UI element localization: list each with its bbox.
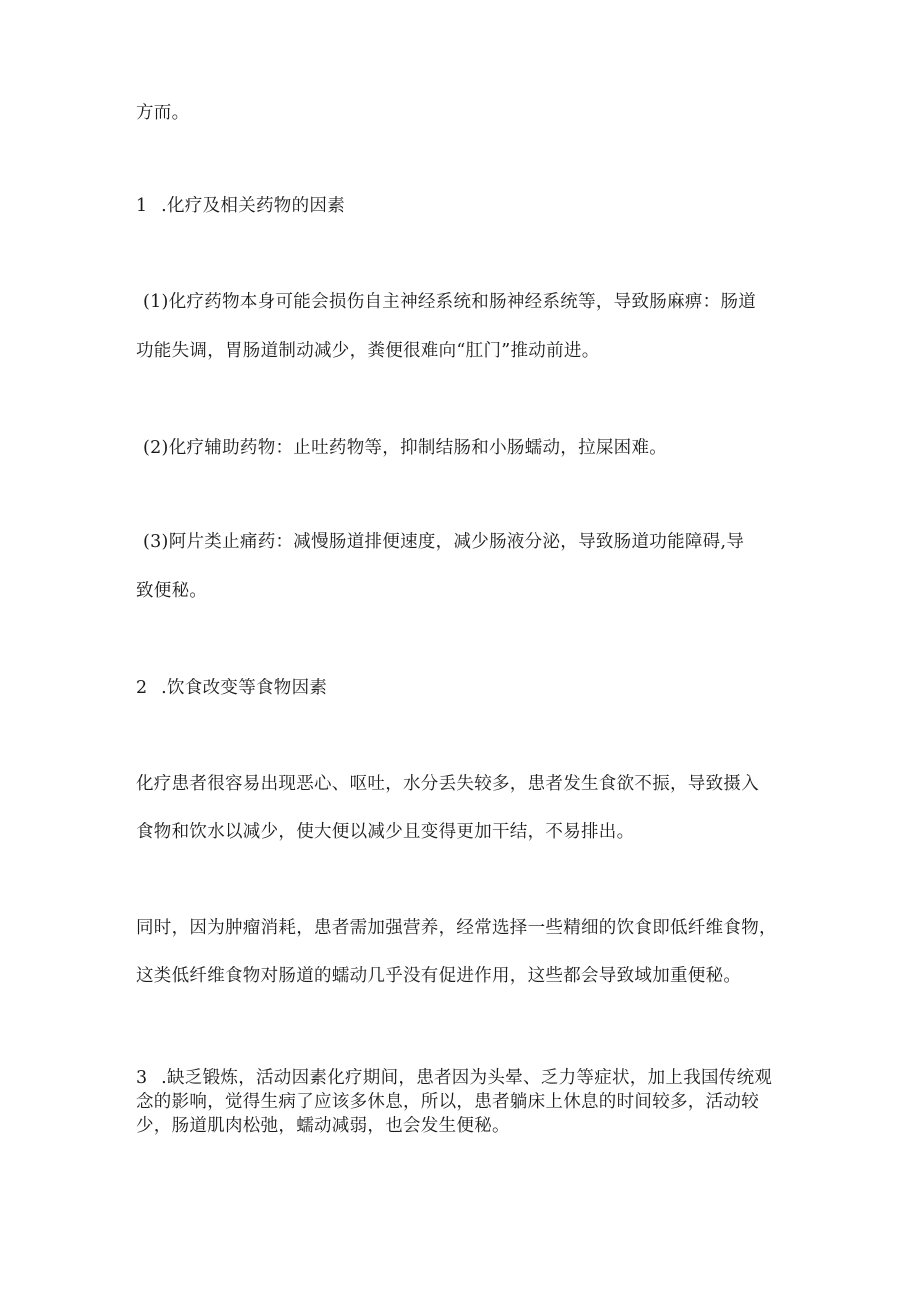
section-1-title: .化疗及相关药物的因素 <box>161 196 346 216</box>
section-1-item-3-line-1: (3)阿片类止痛药：减慢肠道排便速度，减少肠液分泌，导致肠道功能障碍,导 <box>143 532 745 552</box>
section-3-text-1: .缺乏锻炼，活动因素化疗期间，患者因为头晕、乏力等症状，加上我国传统观 <box>161 1068 773 1088</box>
section-1-number: 1 <box>136 196 148 216</box>
section-1-item-1-line-2: 功能失调，胃肠道制动减少，粪便很难向“肛门”推动前进。 <box>136 341 600 361</box>
section-1-heading <box>136 194 345 218</box>
section-1-item-3-line-2: 致便秘。 <box>136 581 208 601</box>
section-2-heading <box>136 676 327 700</box>
intro-tail: 方而。 <box>136 103 190 123</box>
section-1-item-1-line-1: (1)化疗药物本身可能会损伤自主神经系统和肠神经系统等，导致肠麻痹：肠道 <box>143 292 757 312</box>
section-2-para-2-line-1: 同时，因为肿瘤消耗，患者需加强营养，经常选择一些精细的饮食即低纤维食物， <box>136 918 777 938</box>
section-1-item-2: (2)化疗辅助药物：止吐药物等，抑制结肠和小肠蠕动，拉屎困难。 <box>143 438 668 458</box>
section-3-line-3: 少，肠道肌肉松弛，蠕动减弱，也会发生便秘。 <box>136 1116 510 1136</box>
section-2-para-1-line-1: 化疗患者很容易出现恶心、呕吐，水分丢失较多，患者发生食欲不振，导致摄入 <box>136 774 759 794</box>
section-3-line-2: 念的影响，觉得生病了应该多休息，所以，患者躺床上休息的时间较多，活动较 <box>136 1092 759 1112</box>
section-2-para-2-line-2: 这类低纤维食物对肠道的蠕动几乎没有促进作用，这些都会导致域加重便秘。 <box>136 966 742 986</box>
section-2-number: 2 <box>136 678 148 698</box>
section-2-title: .饮食改变等食物因素 <box>161 678 328 698</box>
section-3-number: 3 <box>136 1068 148 1088</box>
section-2-para-1-line-2: 食物和饮水以减少，使大便以减少且变得更加干结，不易排出。 <box>136 822 635 842</box>
section-3-line-1 <box>136 1066 772 1090</box>
